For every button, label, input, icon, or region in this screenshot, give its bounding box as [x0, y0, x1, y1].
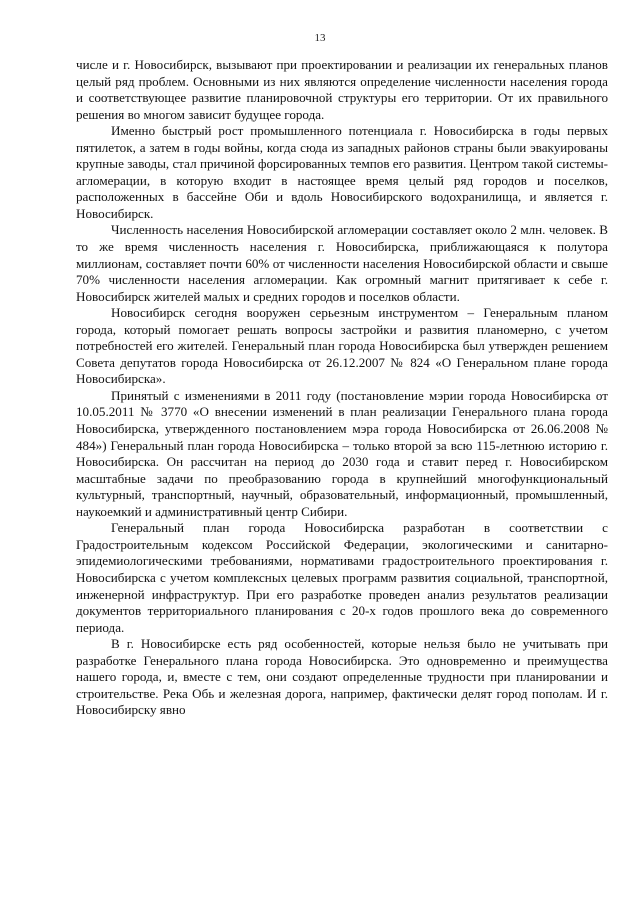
body-text [76, 57, 608, 719]
paragraph: Принятый с изменениями в 2011 году (постановление мэрии города Новосибирска от 10.05.2011 № 3770 «О внесении изменений в план реализации Генерального плана города Новосибирска, утвержденного постановлением мэра города Новосибирска от 26.06.2008 № 484») Генеральный план города Новосибирска – только второй за всю 115-летнюю историю г. Новосибирска. Он рассчитан на период до 2030 года и ставит перед г. Новосибирском масштабные задачи по преобразованию города в крупнейший многофункциональный культурный, транспортный, научный, образовательный, информационный, промышленный, наукоемкий и административный центр Сибири. [76, 387, 608, 519]
paragraph: Новосибирск сегодня вооружен серьезным инструментом – Генеральным планом города, который помогает решать вопросы застройки и развития планомерно, с учетом потребностей его жителей. Генеральный план города Новосибирска был утвержден решением Совета депутатов города Новосибирска от 26.12.2007 № 824 «О Генеральном плане города Новосибирска». [76, 305, 608, 387]
page-number: 13 [314, 32, 326, 44]
paragraph: В г. Новосибирске есть ряд особенностей, которые нельзя было не учитывать при разработке Генерального плана города Новосибирска. Это одновременно и преимущества нашего города, и, вместе с тем, они создают определенные трудности при планировании и строительстве. Река Обь и железная дорога, например, фактически делят город пополам. И г. Новосибирску явно [76, 636, 608, 718]
paragraph: Численность населения Новосибирской агломерации составляет около 2 млн. человек. В то же время численность населения г. Новосибирска, приближающаяся к полутора миллионам, составляет почти 60% от численности населения Новосибирской области и свыше 70% численности населения агломерации. Как огромный магнит притягивает к себе г. Новосибирск жителей малых и средних городов и поселков области. [76, 222, 608, 304]
paragraph: Именно быстрый рост промышленного потенциала г. Новосибирска в годы первых пятилеток, а затем в годы войны, когда сюда из западных районов страны были эвакуированы крупные заводы, стал причиной форсированных темпов его развития. Центром такой системы-агломерации, в которую входит в настоящее время целый ряд городов и поселков, расположенных в бассейне Оби и вдоль Новосибирского водохранилища, и является г. Новосибирск. [76, 123, 608, 221]
paragraph-continuation: числе и г. Новосибирск, вызывают при проектировании и реализации их генеральных планов целый ряд проблем. Основными из них являются определение численности населения города и соответствующее развитие планировочной структуры его территории. От их правильного решения во многом зависит будущее города. [76, 57, 608, 122]
paragraph: Генеральный план города Новосибирска разработан в соответствии с Градостроительным кодексом Российской Федерации, экологическими и санитарно-эпидемиологическими требованиями, нормативами градостроительного проектирования г. Новосибирска с учетом комплексных целевых программ развития социальной, транспортной, инженерной инфраструктур. При его разработке проведен анализ результатов реализации документов территориального планирования с 20-х годов прошлого века до современного периода. [76, 520, 608, 635]
